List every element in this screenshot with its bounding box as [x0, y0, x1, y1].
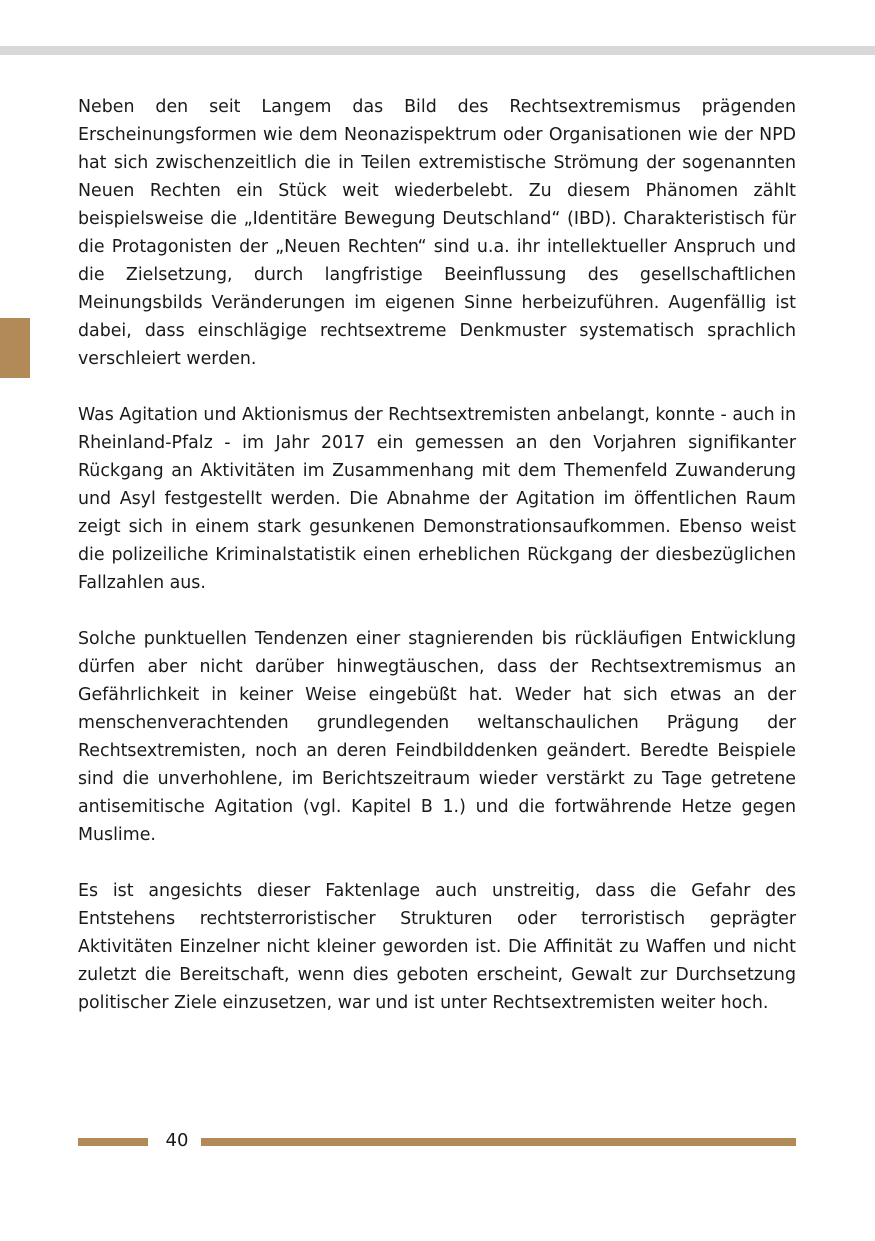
paragraph-1: Neben den seit Langem das Bild des Rechtsextremismus prägenden Erscheinungsformen wie dem Neonazispektrum oder Organisationen wie der NPD hat sich zwischenzeitlich die in Teilen extremistische Strömung der sogenannten Neuen Rechten ein Stück weit wiederbelebt. Zu diesem Phänomen zählt beispielsweise die „Identitäre Bewegung Deutschland“ (IBD). Charakteristisch für die Protagonisten der „Neuen Rechten“ sind u.a. ihr intellektueller Anspruch und die Zielsetzung, durch langfristige Beeinflussung des gesellschaftlichen Meinungsbilds Veränderungen im eigenen Sinne herbeizuführen. Augenfällig ist dabei, dass einschlägige rechtsextreme Denkmuster systematisch sprachlich verschleiert werden. — [78, 97, 796, 369]
page-footer — [78, 1128, 796, 1154]
paragraph-2: Was Agitation und Aktionismus der Rechtsextremisten anbelangt, konnte - auch in Rheinland-Pfalz - im Jahr 2017 ein gemessen an den Vorjahren signifikanter Rückgang an Aktivitäten im Zusammenhang mit dem Themenfeld Zuwanderung und Asyl festgestellt werden. Die Abnahme der Agitation im öffentlichen Raum zeigt sich in einem stark gesunkenen Demonstrationsaufkommen. Ebenso weist die polizeiliche Kriminalstatistik einen erheblichen Rückgang der diesbezüglichen Fallzahlen aus. — [78, 405, 796, 593]
paragraph-4: Es ist angesichts dieser Faktenlage auch unstreitig, dass die Gefahr des Entstehens rechtsterroristischer Strukturen oder terroristisch geprägter Aktivitäten Einzelner nicht kleiner geworden ist. Die Affinität zu Waffen und nicht zuletzt die Bereitschaft, wenn dies geboten erscheint, Gewalt zur Durchsetzung politischer Ziele einzusetzen, war und ist unter Rechtsextremisten weiter hoch. — [78, 881, 796, 1013]
paragraph-3: Solche punktuellen Tendenzen einer stagnierenden bis rückläufigen Entwicklung dürfen aber nicht darüber hinwegtäuschen, dass der Rechtsextremismus an Gefährlichkeit in keiner Weise eingebüßt hat. Weder hat sich etwas an der menschenverachtenden grundlegenden weltanschaulichen Prägung der Rechtsextremisten, noch an deren Feindbilddenken geändert. Beredte Beispiele sind die unverhohlene, im Berichtszeitraum wieder verstärkt zu Tage getretene antisemitische Agitation (vgl. Kapitel B 1.) und die fortwährende Hetze gegen Muslime. — [78, 629, 796, 845]
footer-rule-left — [78, 1138, 148, 1146]
page-number: 40 — [165, 1130, 189, 1151]
chapter-tab-marker — [0, 318, 30, 378]
header-rule — [0, 46, 875, 55]
footer-rule-right — [201, 1138, 796, 1146]
body-text — [78, 93, 796, 1045]
